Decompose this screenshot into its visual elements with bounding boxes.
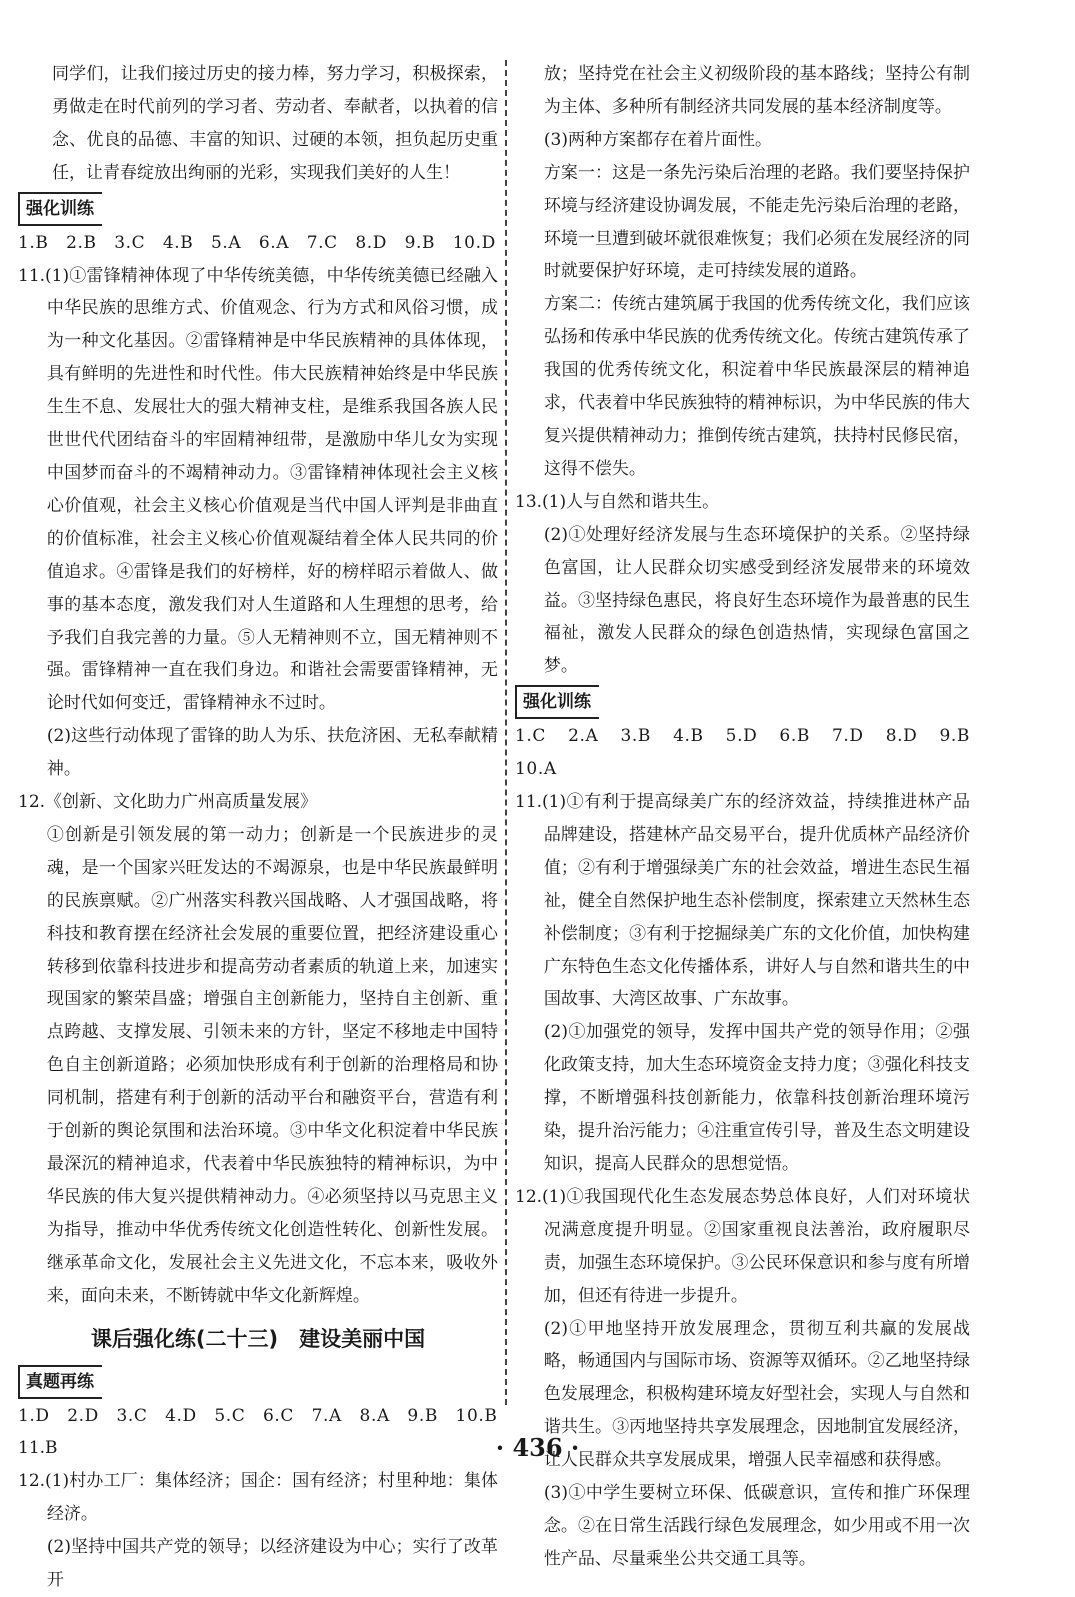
answer-key: 1.C 2.A 3.B 4.B 5.D 6.B 7.D 8.D 9.B 10.A	[515, 726, 988, 780]
question-12-body: ①创新是引领发展的第一动力；创新是一个民族进步的灵魂，是一个国家兴旺发达的不竭源泉，也是中华民族最鲜明的民族禀赋。②广州落实科教兴国战略、人才强国战略，将科技和教育摆在经济社会发展的重要位置，把经济建设重心转移到依靠科技进步和提高劳动者素质的轨道上来，加速实现国家的繁荣昌盛；增强自主创新能力，坚持自主创新、重点跨越、支撑发展、引领未来的方针，坚定不移地走中国特色自主创新道路；必须加快形成有利于创新的治理格局和协同机制，搭建有利于创新的活动平台和融资平台，营造有利于创新的舆论氛围和法治环境。③中华文化积淀着中华民族最深沉的精神追求，代表着中华民族独特的精神标识，为中华民族的伟大复兴提供精神动力。④必须坚持以马克思主义为指导，推动中华优秀传统文化创造性转化、创新性发展。继承革命文化，发展社会主义先进文化，不忘本来，吸收外来，面向未来，不断铸就中华文化新辉煌。	[46, 824, 498, 1306]
left-column	[18, 58, 498, 1597]
question-12-part-1: 12.(1)村办工厂：集体经济；国企：国有经济；村里种地：集体经济。	[18, 1471, 498, 1525]
answer-key-continued: 11.B	[18, 1438, 58, 1459]
question-13-part-1: 13.(1)人与自然和谐共生。	[515, 491, 720, 512]
chapter-title: 课后强化练(二十三) 建设美丽中国	[90, 1326, 426, 1351]
question-12-part-3: (3)两种方案都存在着片面性。	[543, 129, 772, 150]
question-11-part-2: (2)①加强党的领导，发挥中国共产党的领导作用；②强化政策支持，加大生态环境资金支持力度；③强化科技支撑，不断增强科技创新能力，依靠科技创新治理环境污染，提升治污能力；④注重宣传引导，普及生态文明建设知识，提高人民群众的思想觉悟。	[543, 1022, 970, 1174]
plan-one: 方案一：这是一条先污染后治理的老路。我们要坚持保护环境与经济建设协调发展，不能走先污染后治理的老路，环境一旦遭到破坏就很难恢复；我们必须在发展经济的同时就要保护好环境，走可持续发展的道路。	[543, 162, 970, 282]
question-11-part-1: 11.(1)①雷锋精神体现了中华传统美德，中华传统美德已经融入中华民族的思维方式、价值观念、行为方式和风俗习惯，成为一种文化基因。②雷锋精神是中华民族精神的具体体现，具有鲜明的先进性和时代性。伟大民族精神始终是中华民族生生不息、发展壮大的强大精神支柱，是维系我国各族人民世世代代团结奋斗的牢固精神纽带，是激励中华儿女为实现中国梦而奋斗的不竭精神动力。③雷锋精神体现社会主义核心价值观，社会主义核心价值观是当代中国人评判是非曲直的价值标准，社会主义核心价值观凝结着全体人民共同的价值追求。④雷锋是我们的好榜样，好的榜样昭示着做人、做事的基本态度，激发我们对人生道路和人生理想的思考，给予我们自我完善的力量。⑤人无精神则不立，国无精神则不强。雷锋精神一直在我们身边。和谐社会需要雷锋精神，无论时代如何变迁，雷锋精神永不过时。	[18, 265, 498, 714]
question-12-part-3: (3)①中学生要树立环保、低碳意识，宣传和推广环保理念。②在日常生活践行绿色发展理念，如少用或不用一次性产品、尽量乘坐公共交通工具等。	[543, 1483, 970, 1569]
question-12-part-2: (2)①甲地坚持开放发展理念，贯彻互利共赢的发展战略，畅通国内与国际市场、资源等双循环。②乙地坚持绿色发展理念，积极构建环境友好型社会，实现人与自然和谐共生。③丙地坚持共享发展理念，因地制宜发展经济，让人民群众共享发展成果，增强人民幸福感和获得感。	[543, 1318, 970, 1471]
question-12-part-2: (2)坚持中国共产党的领导；以经济建设为中心；实行了改革开	[46, 1537, 498, 1591]
question-12-part-2-continued: 放；坚持党在社会主义初级阶段的基本路线；坚持公有制为主体、多种所有制经济共同发展的基本经济制度等。	[543, 64, 970, 117]
question-12-title: 12.《创新、文化助力广州高质量发展》	[18, 792, 318, 813]
section-heading-real-exam: 真题再练	[18, 1365, 102, 1399]
question-11-part-1: 11.(1)①有利于提高绿美广东的经济效益，持续推进林产品品牌建设，搭建林产品交易平台，提升优质林产品经济价值；②有利于增强绿美广东的社会效益，增进生态民生福祉，健全自然保护地生态补偿制度，探索建立天然林生态补偿制度；③有利于挖掘绿美广东的文化价值，加快构建广东特色生态文化传播体系，讲好人与自然和谐共生的中国故事、大湾区故事、广东故事。	[515, 792, 970, 1010]
question-13-part-2: (2)①处理好经济发展与生态环境保护的关系。②坚持绿色富国，让人民群众切实感受到经济发展带来的环境效益。③坚持绿色惠民，将良好生态环境作为最普惠的民生福祉，激发人民群众的绿色创造热情，实现绿色富国之梦。	[543, 524, 970, 677]
intro-paragraph: 同学们，让我们接过历史的接力棒，努力学习，积极探索，勇做走在时代前列的学习者、劳动者、奉献者，以执着的信念、优良的品德、丰富的知识、过硬的本领，担负起历史重任，让青春绽放出绚丽的光彩，实现我们美好的人生！	[52, 64, 498, 183]
question-12-part-1: 12.(1)①我国现代化生态发展态势总体良好，人们对环境状况满意度提升明显。②国家重视良法善治，政府履职尽责，加强生态环境保护。③公民环保意识和参与度有所增加，但还有待进一步提升。	[515, 1186, 970, 1306]
answer-key: 1.D 2.D 3.C 4.D 5.C 6.C 7.A 8.A 9.B 10.B	[18, 1405, 498, 1426]
page-number: · 436 ·	[495, 1433, 580, 1462]
right-column	[515, 58, 988, 1576]
section-heading-strengthen-training: 强化训练	[18, 192, 102, 226]
answer-key: 1.B 2.B 3.C 4.B 5.A 6.A 7.C 8.D 9.B 10.D	[18, 232, 496, 253]
column-divider	[505, 60, 507, 1405]
question-11-part-2: (2)这些行动体现了雷锋的助人为乐、扶危济困、无私奉献精神。	[46, 726, 498, 780]
plan-two: 方案二：传统古建筑属于我国的优秀传统文化，我们应该弘扬和传承中华民族的优秀传统文化。传统古建筑传承了我国的优秀传统文化，积淀着中华民族最深层的精神追求，代表着中华民族独特的精神标识，为中华民族的伟大复兴提供精神动力；推倒传统古建筑，扶持村民修民宿，这得不偿失。	[543, 294, 970, 479]
section-heading-strengthen-training: 强化训练	[515, 685, 599, 719]
